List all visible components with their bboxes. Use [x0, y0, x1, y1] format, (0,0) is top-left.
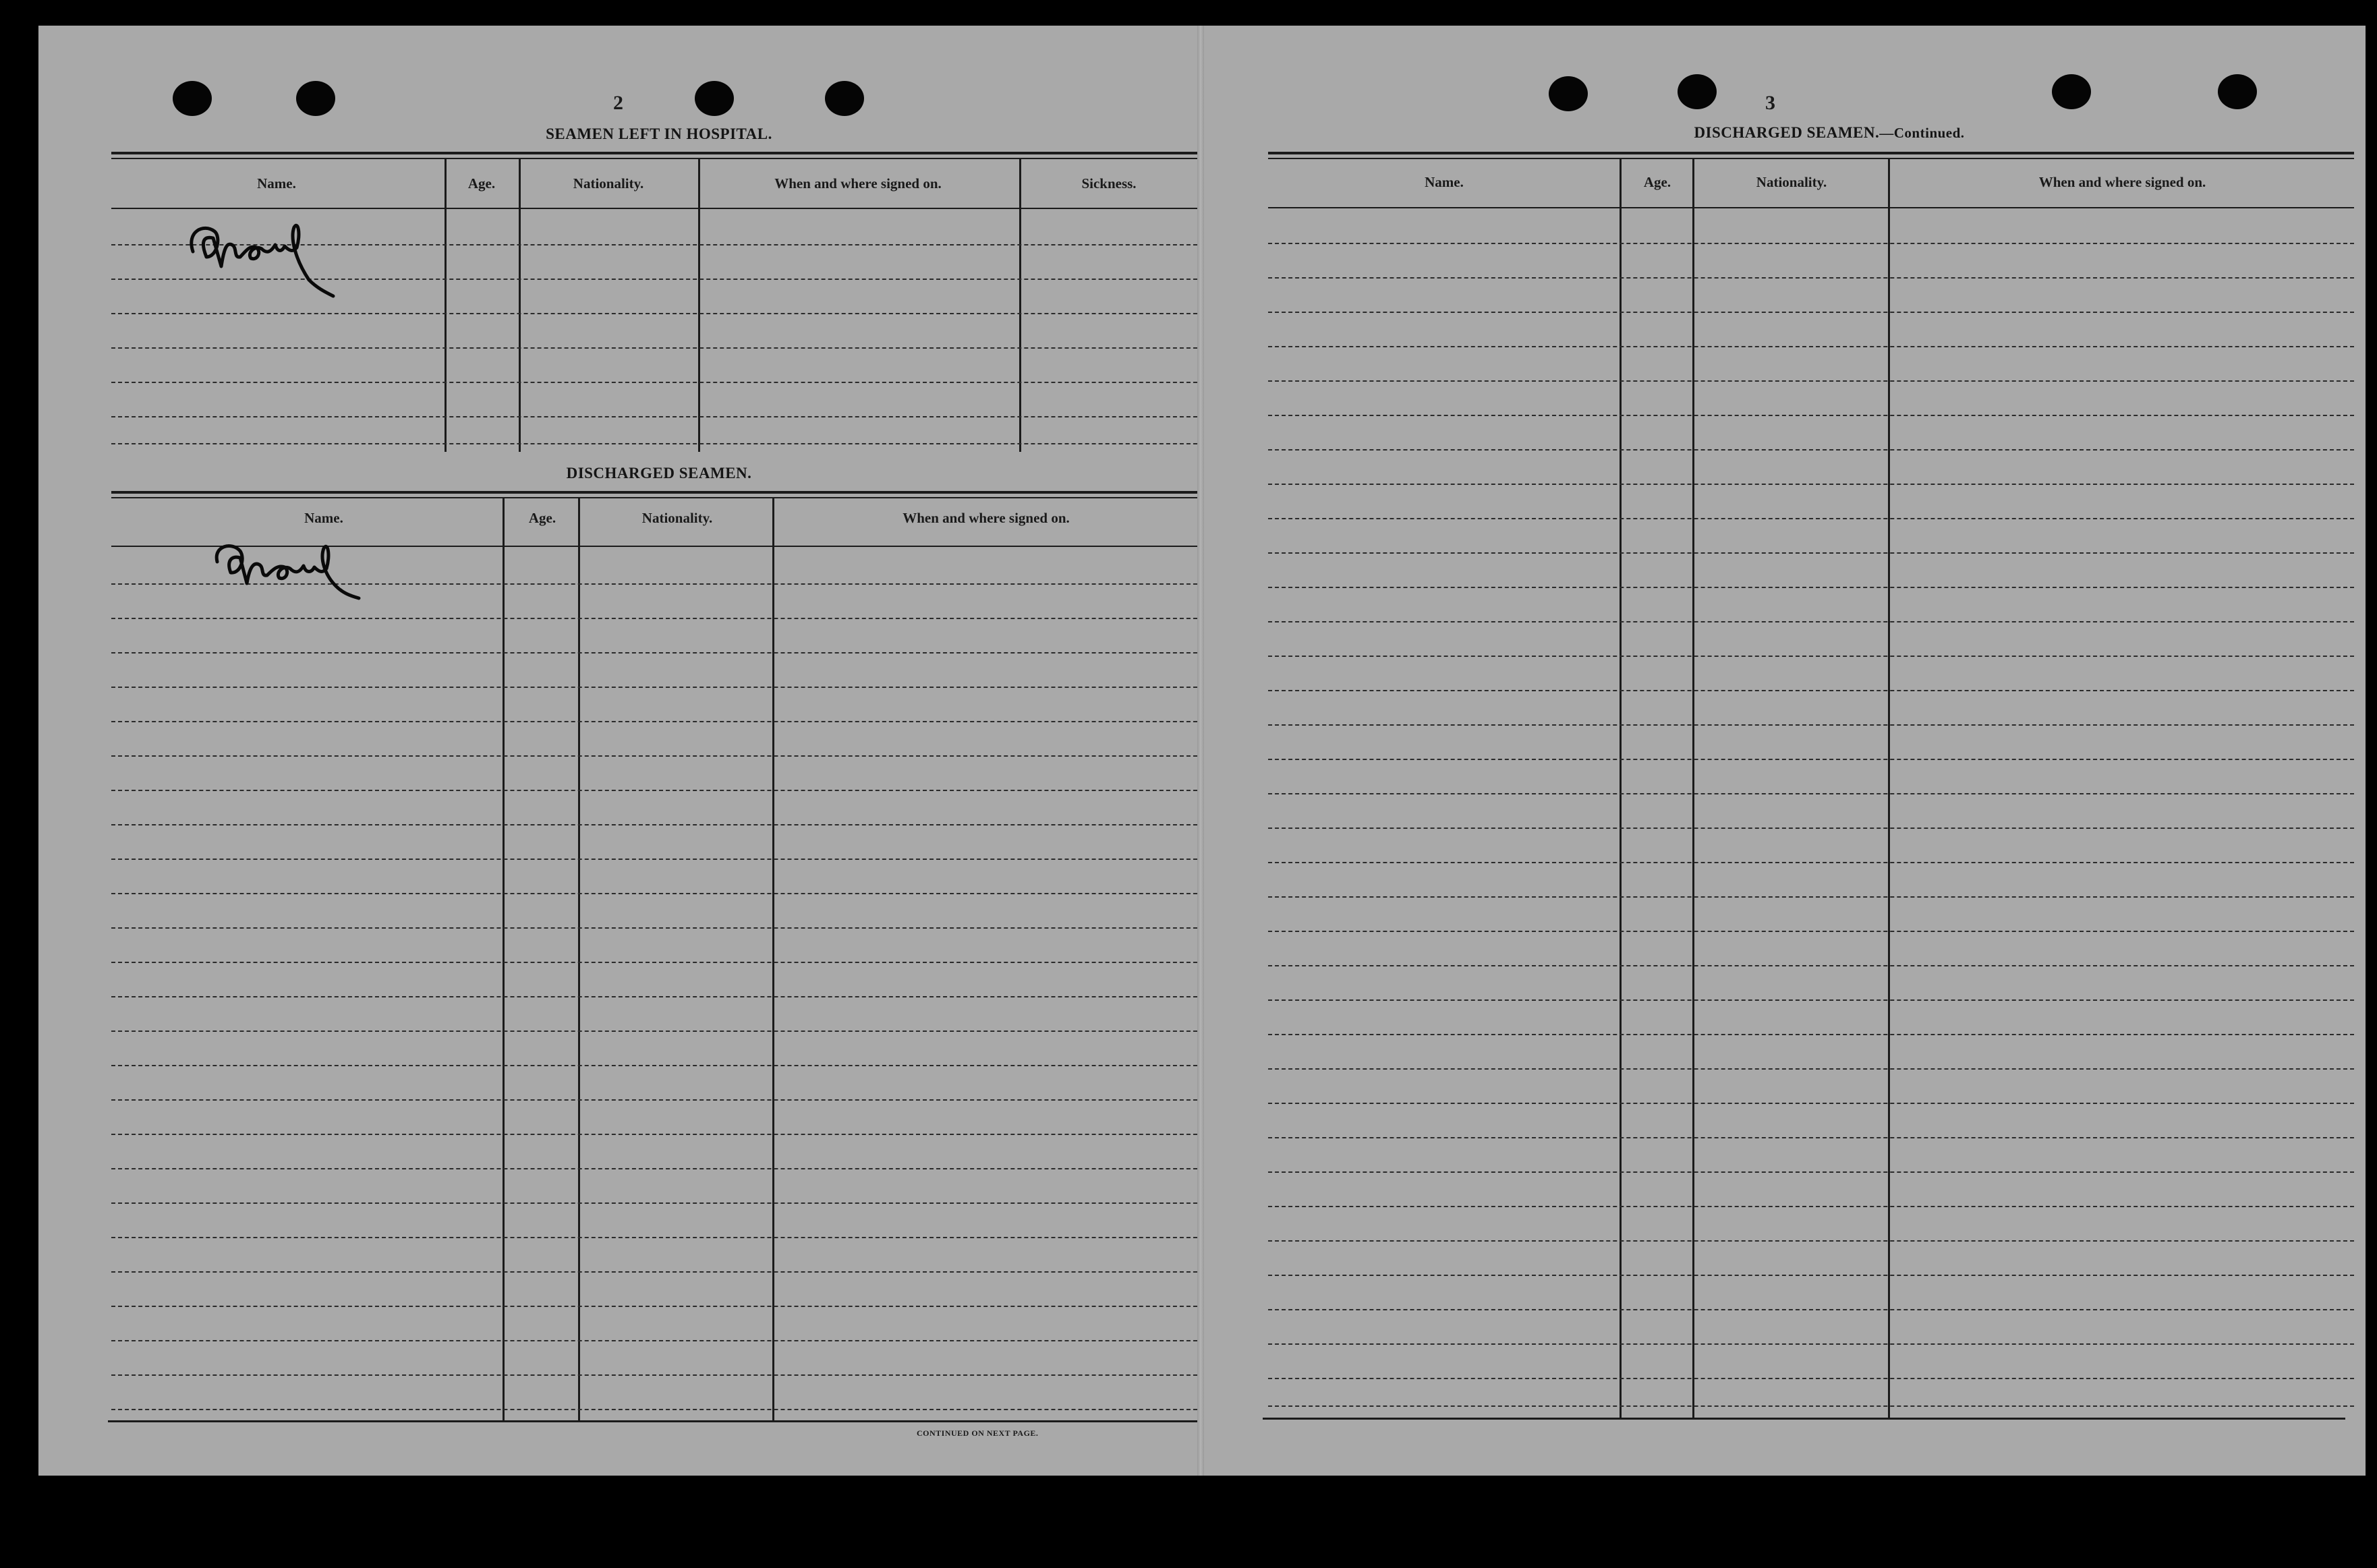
punch-hole [1549, 76, 1588, 111]
discharged-continued-suffix: —Continued. [1879, 125, 1965, 141]
continued-col-signed-on: When and where signed on. [2038, 174, 2206, 190]
punch-hole [695, 81, 734, 116]
hospital-name-handwritten [177, 204, 345, 299]
continued-col-nationality: Nationality. [1756, 174, 1827, 190]
page-number-left: 2 [613, 92, 623, 114]
discharged-col-age: Age. [528, 510, 556, 526]
footer-continued: CONTINUED ON NEXT PAGE. [917, 1428, 1039, 1438]
discharged-col-name: Name. [304, 510, 343, 526]
hospital-section-title: SEAMEN LEFT IN HOSPITAL. [546, 125, 772, 142]
discharged-continued-title [1509, 124, 2150, 142]
continued-col-name: Name. [1425, 174, 1464, 190]
discharged-continued-title-main: DISCHARGED SEAMEN. [1694, 124, 1880, 141]
hospital-col-name: Name. [257, 175, 296, 192]
document-sheet [38, 26, 2366, 1476]
hospital-col-sickness: Sickness. [1081, 175, 1137, 192]
handwriting-none-icon [204, 528, 379, 602]
hospital-col-age: Age. [467, 175, 496, 192]
punch-hole [2052, 74, 2091, 109]
discharged-col-nationality: Nationality. [641, 510, 713, 526]
page-number-right: 3 [1765, 92, 1775, 114]
punch-hole [2218, 74, 2257, 109]
hospital-col-nationality: Nationality. [573, 175, 644, 192]
punch-hole [825, 81, 864, 116]
discharged-section-title: DISCHARGED SEAMEN. [566, 465, 752, 482]
handwriting-none-icon [177, 204, 345, 299]
hospital-col-signed-on: When and where signed on. [774, 175, 942, 192]
discharged-name-handwritten [204, 528, 379, 602]
punch-hole [173, 81, 212, 116]
punch-hole [1678, 74, 1717, 109]
discharged-col-signed-on: When and where signed on. [903, 510, 1070, 526]
page-fold [1197, 26, 1204, 1476]
continued-col-age: Age. [1643, 174, 1671, 190]
punch-hole [296, 81, 335, 116]
